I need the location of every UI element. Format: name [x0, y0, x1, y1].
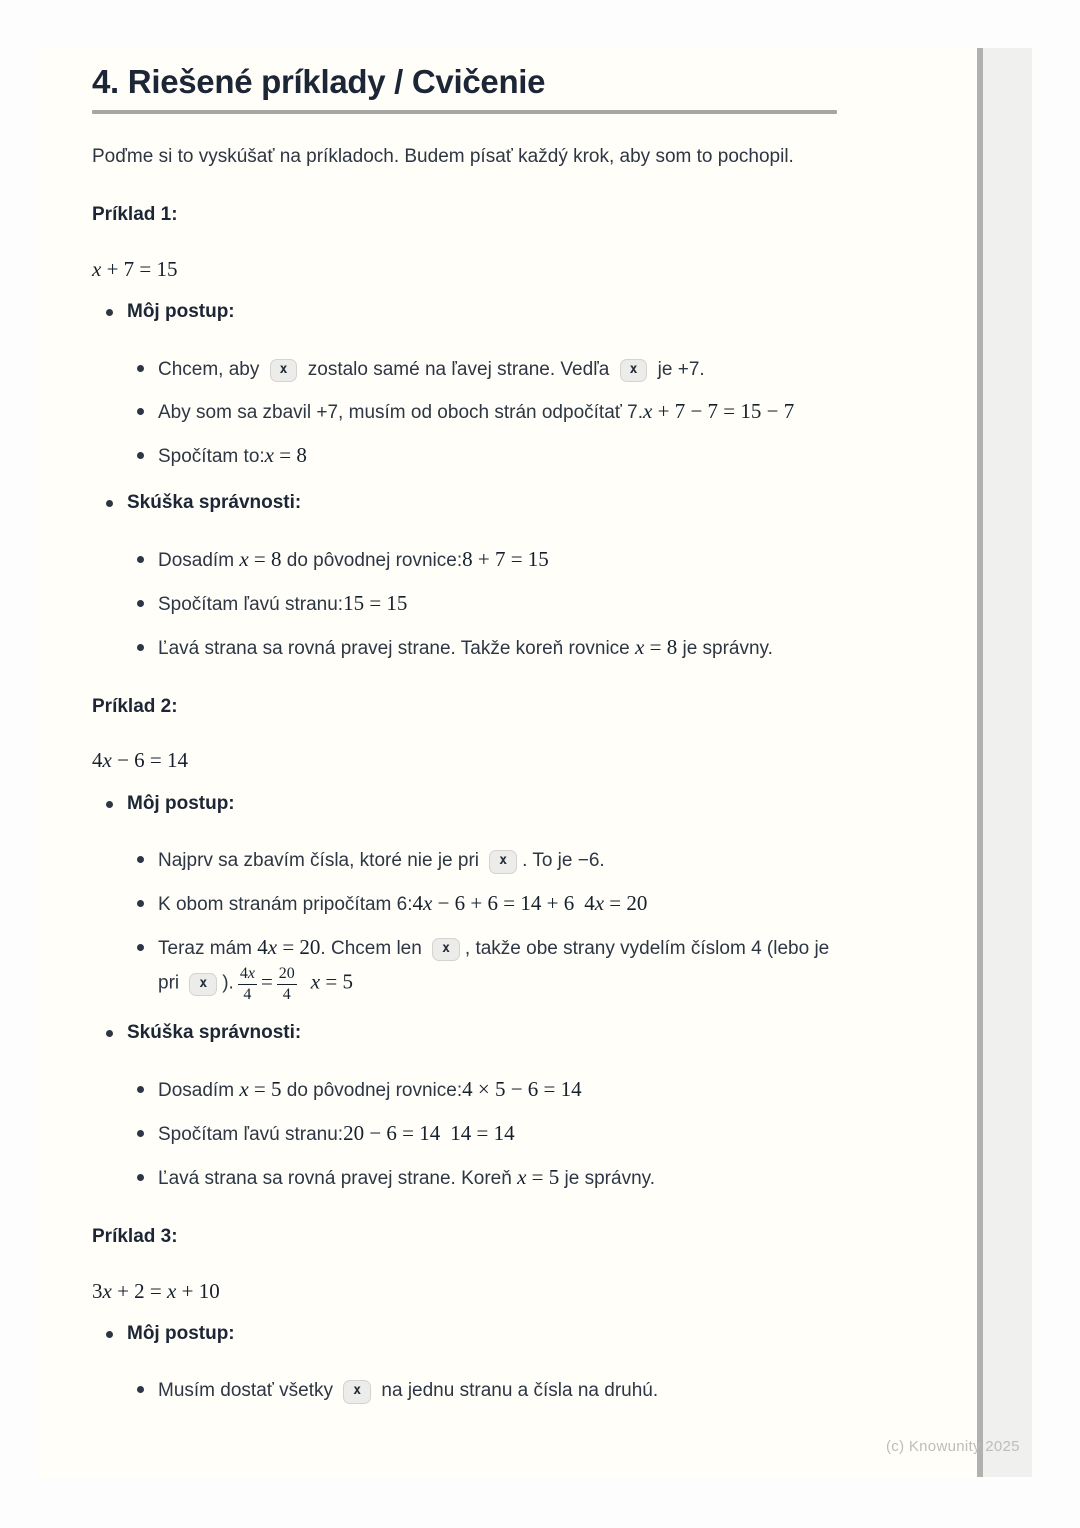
- step-item: [137, 545, 837, 577]
- step-item: [137, 397, 837, 429]
- math-expression: x = 5: [517, 1164, 560, 1189]
- text-run: Ľavá strana sa rovná pravej strane. Takže koreň rovnice: [158, 637, 636, 659]
- step-group-label: Môj postup:: [127, 1322, 235, 1344]
- step-item: [137, 845, 837, 877]
- text-run: Spočítam to:: [158, 446, 265, 468]
- scrollbar-track[interactable]: [983, 48, 1032, 1477]
- text-run: je +7.: [652, 358, 705, 380]
- fraction-numerator: 20: [277, 965, 297, 985]
- math-expression: x = 5: [310, 969, 353, 994]
- text-run: Chcem, aby: [158, 358, 265, 380]
- inline-code-x: x: [432, 938, 460, 961]
- example-equation: 3x + 2 = x + 10: [92, 1278, 220, 1303]
- text-run: Ľavá strana sa rovná pravej strane. Koreň: [158, 1167, 518, 1189]
- steps-list: [127, 845, 837, 1003]
- fraction: [277, 965, 297, 1003]
- intro-paragraph: Poďme si to vyskúšať na príkladoch. Budem písať každý krok, aby som to pochopil.: [92, 145, 794, 167]
- text-run: Spočítam ľavú stranu:: [158, 593, 344, 615]
- step-group: [106, 300, 837, 473]
- example-label: Príklad 3:: [92, 1225, 178, 1247]
- text-run: Teraz mám: [158, 938, 258, 960]
- math-expression: 4 × 5 − 6 = 14: [462, 1077, 582, 1102]
- step-group: [106, 1021, 837, 1194]
- steps-list: [127, 1375, 837, 1407]
- steps-list: [127, 1075, 837, 1195]
- fraction-denominator: 4: [243, 985, 252, 1003]
- text-run: Musím dostať všetky: [158, 1380, 339, 1402]
- example-1: [92, 203, 837, 665]
- inline-code-x: x: [189, 973, 217, 996]
- text-run: , takže obe strany vydelím číslom 4 (lebo je pri: [158, 938, 830, 994]
- math-expression: 8 + 7 = 15: [462, 547, 549, 571]
- example-label: Príklad 1:: [92, 203, 178, 225]
- example-equation: x + 7 = 15: [92, 256, 178, 281]
- inline-code-x: x: [489, 850, 517, 873]
- text-run: Aby som sa zbavil +7, musím od oboch strán odpočítať 7.: [158, 402, 644, 424]
- text-run: Dosadím: [158, 1080, 240, 1102]
- step-item: [137, 1075, 837, 1107]
- example-label: Príklad 2:: [92, 695, 178, 717]
- text-run: . Chcem len: [320, 938, 428, 960]
- text-run: je správny.: [559, 1167, 656, 1189]
- step-item: [137, 889, 837, 921]
- text-run: K obom stranám pripočítam 6:: [158, 894, 413, 916]
- step-group-label: Skúška správnosti:: [127, 492, 302, 514]
- step-item: [137, 1119, 837, 1151]
- steps-list: [127, 354, 837, 474]
- inline-code-x: x: [270, 359, 298, 382]
- fraction: [238, 965, 257, 1003]
- math-expression: x = 8: [264, 443, 307, 468]
- example-3: [92, 1225, 837, 1408]
- inline-code-x: x: [620, 359, 648, 382]
- content-card: [40, 48, 977, 1477]
- step-item: [137, 1163, 837, 1195]
- fraction-numerator: 4x: [238, 965, 257, 985]
- math-expression: =: [260, 969, 273, 994]
- math-expression: x + 7 − 7 = 15 − 7: [643, 399, 795, 424]
- math-expression: x = 8: [239, 547, 282, 571]
- math-expression: x = 8: [635, 634, 678, 659]
- step-group: [106, 792, 837, 1004]
- step-group: [106, 491, 837, 664]
- math-expression: 4x = 20: [257, 935, 321, 960]
- text-run: do pôvodnej rovnice:: [281, 1080, 463, 1102]
- text-run: Dosadím: [158, 550, 240, 571]
- step-item: [137, 933, 837, 1003]
- text-run: Spočítam ľavú stranu:: [158, 1123, 344, 1145]
- example-2: [92, 695, 837, 1195]
- step-item: [137, 633, 837, 665]
- step-item: [137, 589, 837, 621]
- text-run: do pôvodnej rovnice:: [281, 550, 463, 571]
- text-run: na jednu stranu a čísla na druhú.: [376, 1380, 659, 1402]
- step-group-label: Môj postup:: [127, 792, 235, 814]
- step-group-label: Môj postup:: [127, 300, 235, 322]
- math-expression: x = 5: [239, 1077, 282, 1102]
- step-item: [137, 1375, 837, 1407]
- title-divider: [92, 110, 837, 114]
- math-expression: 20 − 6 = 14: [343, 1120, 441, 1145]
- math-expression: 15 = 15: [343, 590, 408, 615]
- math-expression: 4x = 20: [584, 891, 648, 916]
- text-run: ).: [222, 972, 234, 994]
- step-groups: [92, 792, 837, 1195]
- text-run: Najprv sa zbavím čísla, ktoré nie je pri: [158, 850, 485, 872]
- examples-section: [92, 203, 837, 1408]
- step-groups: [92, 300, 837, 665]
- text-run: . To je −6.: [522, 850, 605, 872]
- fraction-denominator: 4: [282, 985, 291, 1003]
- step-group-label: Skúška správnosti:: [127, 1022, 302, 1044]
- step-groups: [92, 1322, 837, 1408]
- text-run: je správny.: [677, 637, 773, 659]
- example-equation: 4x − 6 = 14: [92, 748, 189, 773]
- step-group: [106, 1322, 837, 1408]
- step-item: [137, 354, 837, 386]
- math-expression: 14 = 14: [450, 1120, 515, 1145]
- inline-code-x: x: [343, 1380, 371, 1403]
- math-expression: 4x − 6 + 6 = 14 + 6: [412, 891, 575, 916]
- text-run: zostalo samé na ľavej strane. Vedľa: [302, 358, 615, 380]
- step-item: [137, 441, 837, 473]
- steps-list: [127, 545, 837, 665]
- watermark: (c) Knowunity 2025: [886, 1438, 1020, 1455]
- page-title: 4. Riešené príklady / Cvičenie: [92, 63, 546, 100]
